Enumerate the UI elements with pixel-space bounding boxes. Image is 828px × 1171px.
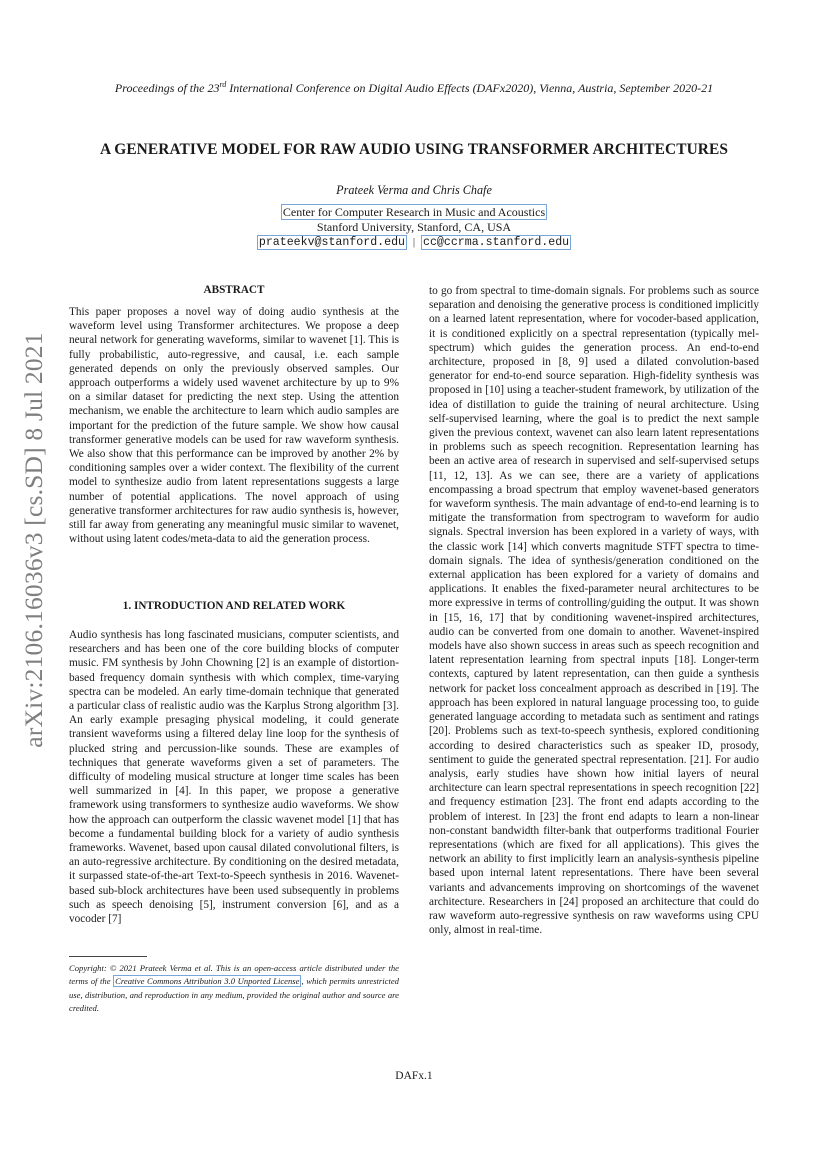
- center-link[interactable]: Center for Computer Research in Music and Acoustics: [282, 205, 546, 219]
- page-number: DAFx.1: [395, 1070, 433, 1082]
- footnote-rule: [69, 956, 147, 957]
- author-emails: [0, 234, 828, 249]
- proceedings-header: Proceedings of the 23rd International Conference on Digital Audio Effects (DAFx2020), Vienna, Austria, September 2020-21: [114, 80, 714, 95]
- paper-title: A GENERATIVE MODEL FOR RAW AUDIO USING TRANSFORMER ARCHITECTURES: [99, 141, 729, 158]
- abstract-body: This paper proposes a novel way of doing audio synthesis at the waveform level using Transformer architectures. We propose a deep neural network for generating waveforms, similar to wavenet [1]. This is fully probabilistic, auto-regressive, and causal, i.e. each sample generated depends on only the previously observed samples. Our approach outperforms a widely used wavenet architecture by up to 9% on a similar dataset for predicting the next step. Using the attention mechanism, we enable the architecture to learn which audio samples are important for the prediction of the future sample. We show how causal transformer generative models can be used for raw waveform synthesis. We also show that this performance can be improved by another 2% by conditioning samples over a wider context. The flexibility of the current model to synthesize audio from latent representations suggests a large number of potential applications. The novel approach of using generative transformer architectures for raw audio synthesis is, however, still far away from generating any meaningful music similar to wavenet, without using latent codes/meta-data to aid the generation process.: [69, 306, 399, 546]
- affiliation-center: [0, 205, 828, 220]
- abstract-heading: ABSTRACT: [203, 284, 265, 296]
- arxiv-identifier[interactable]: arXiv:2106.16036v3 [cs.SD] 8 Jul 2021: [19, 332, 48, 748]
- email-link-verma[interactable]: prateekv@stanford.edu: [258, 236, 405, 249]
- intro-right-column: to go from spectral to time-domain signals. For problems such as source separation and denoising the generative process is conditioned implicitly on a learned latent representation, where for vocoder-based application, it is conditioned explicitly on a spectral representation (typically mel-spectrum) which guides the generation process. An end-to-end architecture, proposed in [8, 9] used a dilated convolution-based generator for end-to-end source separation. High-fidelity synthesis was proposed in [10] using a teacher-student framework, by utilization of the idea of distillation to guide the training of neural architecture. Using self-supervised learning, where the goal is to predict the next sample given the previous context, wavenet can also learn latent representations in problems such as speech recognition. Representation learning has been an active area of research in supervised and self-supervised setups [11, 12, 13]. As we can see, there are a variety of applications encompassing a broad spectrum that employ wavenet-based generators for waveform synthesis. The main advantage of end-to-end learning is to mitigate the transformation from spectrogram to waveform for audio signals. Spectral inversion has been explored in a variety of ways, with the classic work [14] which converts magnitude STFT spectra to time-domain signals. The idea of synthesis/generation conditioned on the external application has been explored for a variety of domains and applications. It enables the fixed-parameter neural architectures to be more expressive in terms of controlling/guiding the output. It was shown in [15, 16, 17] that by conditioning wavenet-inspired architectures, audio can be converted from one domain to another. Wavenet-inspired models have also shown success in areas such as speech recognition and latent representation learning from spectral inputs [18]. Longer-term contexts, captured by latent representation, can then guide a synthesis network for packet loss concealment approach as described in [19]. The approach has been explored in natural language processing too, to guide generated language according to metadata such as sentiment and ratings [20]. Problems such as text-to-speech synthesis, explored conditioning according to desired characteristics such as speaker ID, prosody, sentiment to guide the generated spectral representation. [21]. For audio analysis, early studies have shown how initial layers of neural architecture can learn spectral representations in speech recognition [22] and frequency estimation [23]. The front end adapts according to the problem of interest. In [23] the front end adapts to learn a non-linear non-constant bandwidth filter-bank that outperforms traditional Fourier representations (which are fixed for all applications). This gives the network an ability to first implicitly learn an analysis-synthesis pipeline based upon internal latent representations. There have been several variants and advancements improving on shortcomings of the wavenet architecture. Researchers in [24] proposed an architecture that could do raw waveform auto-regressive synthesis on raw waveforms using CPU only, almost in real-time.: [429, 285, 759, 937]
- email-separator: |: [412, 237, 415, 248]
- affiliation-university: Stanford University, Stanford, CA, USA: [316, 220, 512, 234]
- email-link-chafe[interactable]: cc@ccrma.stanford.edu: [423, 236, 570, 249]
- license-link[interactable]: Creative Commons Attribution 3.0 Unported License: [115, 976, 300, 987]
- copyright-notice: Copyright: © 2021 Prateek Verma et al. This is an open-access article distributed under the terms of the Creative Commons Attribution 3.0 Unported License , which permits unrestricted use, distribution, and reproduction in any medium, provided the original author and source are credited.: [69, 963, 399, 1013]
- intro-left-column: Audio synthesis has long fascinated musicians, computer scientists, and researchers and has been one of the core building blocks of computer music. FM synthesis by John Chowning [2] is an example of distortion-based frequency domain synthesis with which complex, time-varying spectra can be modeled. An early time-domain technique that generated a particular class of realistic audio was the Karplus Strong algorithm [3]. An early example presaging physical modeling, it could generate transient waveforms using a filtered delay line loop for the synthesis of plucked string and percussion-like sounds. These are examples of techniques that generate waveforms given a set of parameters. The difficulty of modeling musical structure at longer time scales has been well summarized in [4]. In this paper, we propose a generative framework using transformers to synthesize audio waveforms. We show how the approach can outperform the classic wavenet model [1] that has become a fundamental building block for a variety of audio synthesis frameworks. Wavenet, based upon causal dilated convolutional filters, is an auto-regressive architecture. By conditioning on the desired metadata, it surpassed state-of-the-art Text-to-Speech synthesis in 2016. Wavenet-based sub-block architectures have been used subsequently in problems such as speech denoising [5], instrument conversion [6], and as a vocoder [7]: [69, 629, 399, 926]
- authors: Prateek Verma and Chris Chafe: [336, 183, 492, 197]
- intro-heading: 1. INTRODUCTION AND RELATED WORK: [122, 600, 346, 612]
